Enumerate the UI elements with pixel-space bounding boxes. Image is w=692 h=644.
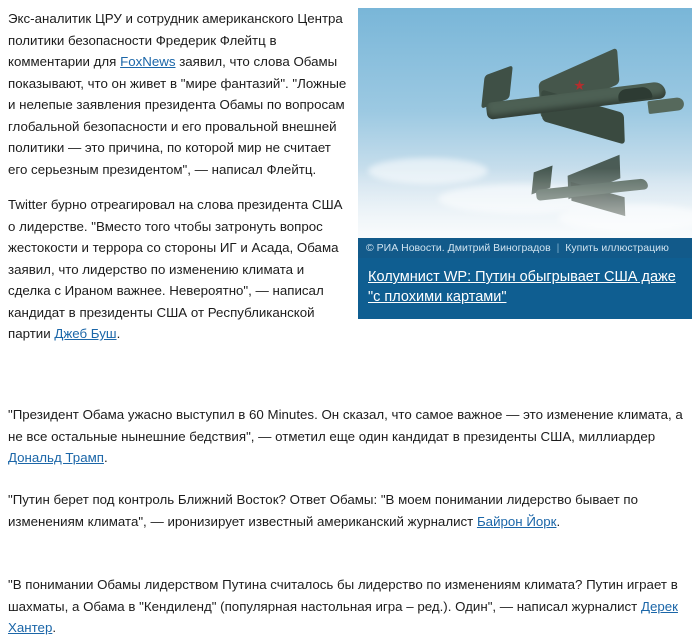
figure-photo	[358, 8, 692, 238]
byron-york-link[interactable]: Байрон Йорк	[476, 513, 557, 529]
caption-credit: © РИА Новости.	[366, 242, 445, 254]
fighter-jet-primary	[478, 52, 678, 144]
paragraph-4-text-part2: .	[556, 513, 561, 529]
paragraph-5-text-part1: "В понимании Обамы лидерством Путина считалось бы лидерство по изменениям климата? Путин играет в шахматы, а Обама в "Кендиленд" (популярная настольная игра – ред.). Один", — написал журналист	[8, 577, 678, 614]
sky-haze-overlay	[358, 168, 692, 238]
derek-hunter-link[interactable]: Дерек Хантер	[8, 598, 678, 635]
paragraph-3-wrapper	[8, 404, 684, 469]
paragraph-5-text-part2: .	[52, 620, 57, 635]
caption-separator: |	[556, 242, 560, 254]
figure-headline-block	[358, 258, 692, 319]
paragraph-4-wrapper	[8, 489, 684, 532]
paragraph-1-text-part2: заявил, что слова Обамы показывают, что он живет в "мире фантазий". "Ложные и нелепые заявления президента Обамы по вопросам глобальной безопасности и его провальной внешней политики — это причина, по которой мир не считает его серьезным президентом", — написал Флейтц.	[8, 54, 347, 177]
foxnews-link[interactable]: FoxNews	[120, 54, 176, 69]
paragraph-3-text-part1: "Президент Обама ужасно выступил в 60 Minutes. Он сказал, что самое важное — это изменение климата, а не все остальные нынешние бедствия", — отметил еще один кандидат в президенты США, миллиардер	[8, 407, 683, 444]
paragraph-4	[8, 489, 684, 532]
related-article-link[interactable]: Колумнист WP: Путин обыгрывает США даже "с плохими картами"	[368, 269, 676, 305]
paragraph-5-wrapper	[8, 574, 684, 639]
donald-trump-link[interactable]: Дональд Трамп	[8, 450, 104, 465]
buy-illustration-link[interactable]: Купить иллюстрацию	[565, 242, 669, 254]
paragraph-3-text-part2: .	[103, 450, 108, 465]
paragraph-2-text-part2: .	[116, 326, 121, 341]
paragraph-3	[8, 404, 684, 469]
paragraph-5	[8, 574, 684, 639]
paragraph-1-text-part1: Экс-аналитик ЦРУ и сотрудник американского Центра политики безопасности Фредерик Флейтц в комментарии для	[8, 11, 343, 69]
paragraph-2-text-part1: Twitter бурно отреагировал на слова президента США о лидерстве. "Вместо того чтобы затронуть вопрос жестокости и террора со стороны ИГ и Асада, Обама заявил, что лидерство по изменению климата и сделка с Ираном важнее. Невероятно", — написал кандидат в президенты США от Республиканской партии	[8, 197, 343, 341]
figure-caption	[358, 238, 692, 258]
jeb-bush-link[interactable]: Джеб Буш	[54, 326, 117, 341]
article-figure	[358, 8, 692, 319]
intro-text-column	[8, 8, 350, 345]
paragraph-4-text-part1: "Путин берет под контроль Ближний Восток? Ответ Обамы: "В моем понимании лидерство бывает по изменениям климата", — иронизирует известный американский журналист	[8, 492, 638, 529]
jet-nose	[647, 97, 684, 114]
paragraph-1	[8, 8, 350, 180]
paragraph-2	[8, 194, 350, 345]
caption-author: Дмитрий Виноградов	[447, 242, 551, 254]
paragraph-spacer	[8, 180, 350, 194]
